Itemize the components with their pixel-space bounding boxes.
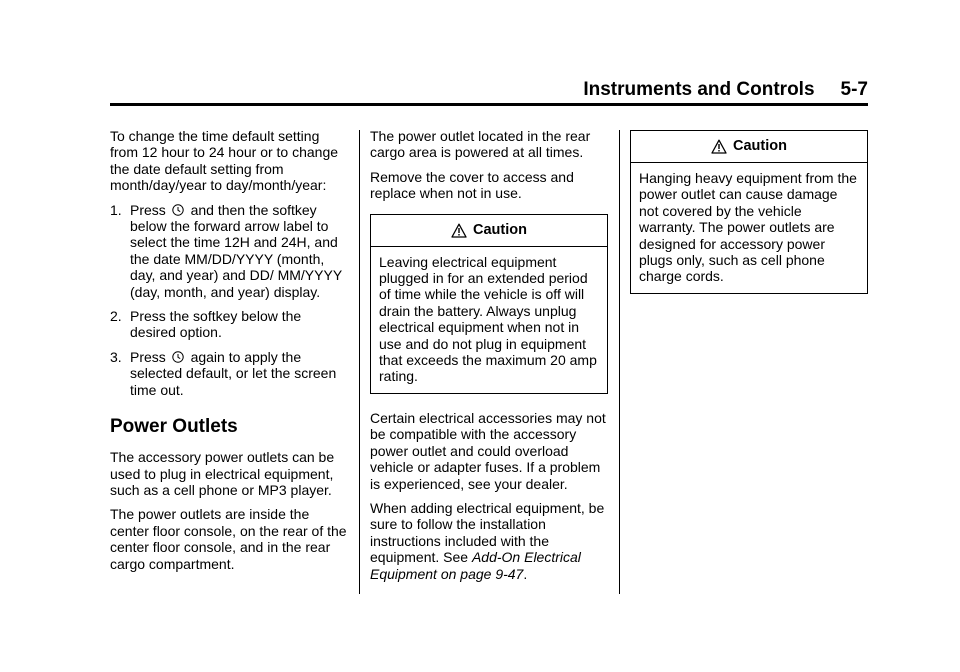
step-number: 3. xyxy=(110,348,122,365)
caution-title: Caution xyxy=(473,221,527,238)
caution-header xyxy=(371,215,607,247)
steps-list xyxy=(110,202,350,398)
paragraph-end: . xyxy=(523,565,528,582)
caution-header xyxy=(631,131,867,163)
step-text-pre: Press xyxy=(130,348,166,365)
caution-text: Leaving electrical equipment plugged in for an extended period of time while the vehicle is off will drain the battery. Always unplug electrical equipment when not in use and do not plug in equipment that exceeds the maximum 20 amp rating. xyxy=(379,253,597,385)
caution-box xyxy=(370,214,608,394)
header-title xyxy=(583,79,868,101)
step-text-post: and then the softkey below the forward arrow label to select the time 12H and 24H, and the date MM/DD/YYYY (month, day, and year) and DD/ MM/YYYY (day, month, and year) display. xyxy=(130,201,342,300)
cross-reference-link[interactable]: Add-On Electrical Equipment on page 9-47 xyxy=(370,549,581,582)
page-header xyxy=(110,79,868,106)
paragraph: The power outlets are inside the center floor console, on the rear of the center floor console, and in the rear cargo compartment. xyxy=(110,506,347,572)
column-divider xyxy=(619,130,620,594)
paragraph xyxy=(370,500,608,582)
column-middle xyxy=(370,128,608,590)
clock-icon xyxy=(172,204,184,216)
list-item xyxy=(110,308,350,341)
column-left xyxy=(110,128,350,580)
step-number: 1. xyxy=(110,201,122,218)
warning-icon xyxy=(451,223,467,238)
page-number: 5-7 xyxy=(840,79,868,100)
step-text-pre: Press xyxy=(130,201,166,218)
clock-icon xyxy=(172,351,184,363)
warning-icon xyxy=(711,139,727,154)
caution-text: Hanging heavy equipment from the power outlet can cause damage not covered by the vehicle warranty. The power outlets are designed for accessory power plugs only, such as cell phone charge cords. xyxy=(639,170,857,285)
paragraph: The accessory power outlets can be used to plug in electrical equipment, such as a cell phone or MP3 player. xyxy=(110,449,335,498)
intro-paragraph: To change the time default setting from 12 hour to 24 hour or to change the date default setting from month/day/year to day/month/year: xyxy=(110,128,339,194)
list-item xyxy=(110,202,350,300)
section-heading: Power Outlets xyxy=(110,416,238,438)
column-divider xyxy=(359,130,360,594)
column-right xyxy=(630,128,868,310)
step-text: Press the softkey below the desired option. xyxy=(130,308,302,341)
caution-title: Caution xyxy=(733,138,787,155)
step-text-post: again to apply the selected default, or let the screen time out. xyxy=(130,348,337,398)
caution-box xyxy=(630,130,868,294)
section-title: Instruments and Controls xyxy=(583,79,815,100)
step-number: 2. xyxy=(110,308,122,325)
paragraph: The power outlet located in the rear cargo area is powered at all times. xyxy=(370,128,591,161)
paragraph: Remove the cover to access and replace when not in use. xyxy=(370,168,574,202)
paragraph-text: When adding electrical equipment, be sure to follow the installation instructions included with the equipment. See xyxy=(370,499,605,566)
paragraph: Certain electrical accessories may not be compatible with the accessory power outlet and could overload vehicle or adapter fuses. If a problem is experienced, see your dealer. xyxy=(370,409,606,492)
list-item xyxy=(110,349,350,398)
